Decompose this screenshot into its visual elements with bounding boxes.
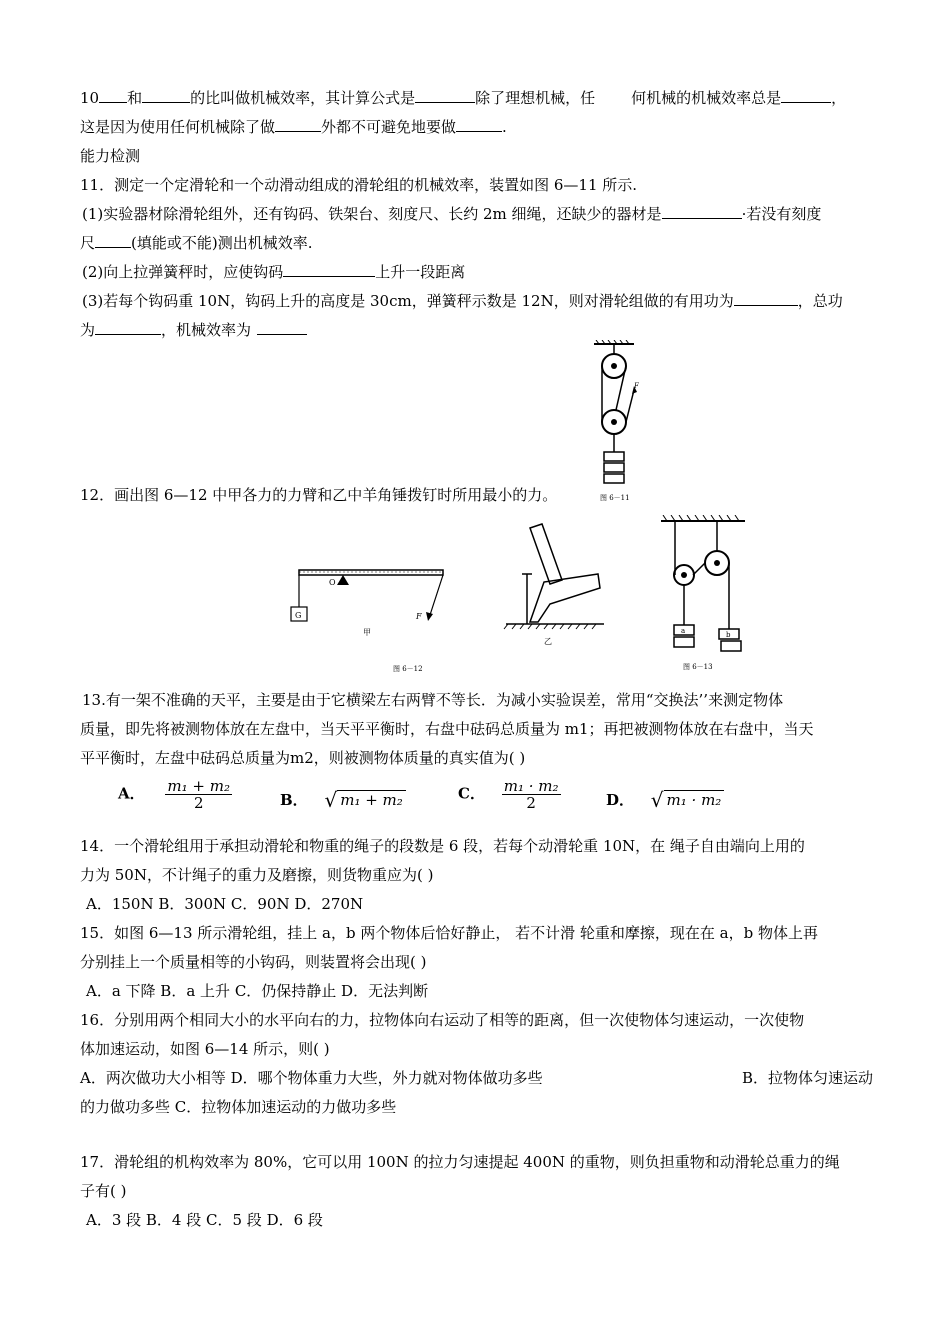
q13-line-3: 平平衡时，左盘中砝码总质量为m2，则被测物体质量的真实值为( ) (80, 749, 526, 767)
q11-text: (2)向上拉弹簧秤时，应使钩码 (82, 263, 284, 281)
q13-line-1: 13.有一架不准确的天平，主要是由于它横梁左右两臂不等长．为减小实验误差，常用“交换法’’来测定物体 (82, 691, 784, 709)
fig611-force-label: F (634, 382, 639, 390)
q11-text: ，总功 (797, 292, 843, 310)
q10-text: 的比叫做机械效率，其计算公式是 (190, 89, 416, 107)
fig612-caption: 图 6－12 (393, 665, 423, 673)
figure-6-13-pulleys (655, 515, 755, 675)
option-letter: D． (606, 791, 635, 809)
q11-sub3-line2 (80, 320, 307, 340)
q11-blank-6[interactable] (257, 320, 307, 335)
q10-text: . (502, 118, 507, 136)
q11-text: (3)若每个钩码重 10N，钩码上升的高度是 30cm，弹簧秤示数是 12N，则对滑轮组做的有用功为 (82, 292, 734, 310)
q10-blank-3[interactable] (415, 88, 475, 103)
q13-option-a[interactable] (118, 778, 232, 811)
q10-text: 何机械的机械效率总是 (631, 89, 782, 107)
q17-line-1: 17．滑轮组的机构效率为 80%，它可以用 100N 的拉力匀速提起 400N 的重物，则负担重物和动滑轮总重力的绳 (80, 1153, 840, 1171)
q14-line-1: 14．一个滑轮组用于承担动滑轮和物重的绳子的段数是 6 段，若每个动滑轮重 10N，在 绳子自由端向上用的 (80, 837, 805, 855)
q14-options[interactable]: A．150N B．300N C．90N D．270N (86, 895, 364, 913)
q15-line-2: 分别挂上一个质量相等的小钩码，则装置将会出现( ) (80, 953, 427, 971)
q10-text: 和 (127, 89, 143, 107)
fig612-weight-label: G (295, 611, 302, 620)
fig613-caption: 图 6－13 (683, 663, 713, 671)
fig613-label-b: b (726, 631, 731, 639)
q11-sub3-line1 (82, 291, 843, 311)
q16-options-line-1[interactable]: A．两次做功大小相等 D．哪个物体重力大些，外力就对物体做功多些 (80, 1069, 543, 1087)
q10-blank-5[interactable] (275, 117, 321, 132)
q11-blank-2[interactable] (95, 233, 131, 248)
q11-blank-3[interactable] (283, 262, 375, 277)
q16-options-line-2[interactable]: 的力做功多些 C．拉物体加速运动的力做功多些 (80, 1098, 397, 1116)
q10-number: 10 (80, 89, 100, 107)
q13-option-c[interactable] (458, 778, 561, 811)
q15-line-1: 15．如图 6—13 所示滑轮组，挂上 a，b 两个物体后恰好静止， 若不计滑 轮重和摩擦，现在在 a，b 物体上再 (80, 924, 818, 942)
q16-line-2: 体加速运动，如图 6—14 所示，则( ) (80, 1040, 330, 1058)
q10-text: 除了理想机械，任 (475, 89, 596, 107)
q10-blank-2[interactable] (142, 88, 190, 103)
q11-sub1-line2 (80, 233, 313, 253)
q10-text: ， (831, 89, 847, 107)
sqrt-expression: m₁ · m₂ (664, 790, 725, 809)
q11-text: (填能或不能)测出机械效率. (131, 234, 313, 252)
sqrt-icon: √ (650, 788, 664, 812)
section-title: 能力检测 (80, 147, 141, 165)
q15-options[interactable]: A．a 下降 B．a 上升 C．仍保持静止 D．无法判断 (86, 982, 429, 1000)
q13-option-b[interactable] (280, 788, 406, 812)
q11-sub2 (82, 262, 465, 282)
q11-text: 为 (80, 321, 96, 339)
q10-line-1 (80, 88, 846, 108)
q11-text: 尺 (80, 234, 96, 252)
q11-blank-1[interactable] (662, 204, 742, 219)
denominator: 2 (526, 794, 536, 812)
figure-6-12-hammer (500, 520, 610, 650)
q16-line-1: 16．分别用两个相同大小的水平向右的力，拉物体向右运动了相等的距离，但一次使物体匀速运动，一次使物 (80, 1011, 805, 1029)
fig612-pivot-label: O (329, 578, 336, 587)
numerator: m₁ · m₂ (503, 777, 559, 795)
q11-text: 上升一段距离 (375, 263, 466, 281)
denominator: 2 (193, 794, 204, 812)
q14-line-2: 力为 50N，不计绳子的重力及磨擦，则货物重应为( ) (80, 866, 434, 884)
q11-text: ，机械效率为 (161, 321, 252, 339)
fig613-label-a: a (681, 627, 686, 635)
fig612-force-label: F (416, 612, 422, 621)
q10-blank-4[interactable] (781, 88, 831, 103)
q17-line-2: 子有( ) (80, 1182, 127, 1200)
fraction (165, 778, 232, 811)
option-letter: B． (280, 791, 308, 809)
q16-option-b[interactable]: B．拉物体匀速运动 (742, 1069, 874, 1087)
q17-options[interactable]: A．3 段 B．4 段 C．5 段 D．6 段 (86, 1211, 323, 1229)
fig611-caption: 图 6－11 (600, 494, 630, 502)
q13-option-d[interactable] (606, 788, 724, 812)
figure-6-12-lever (285, 545, 455, 675)
q11-blank-5[interactable] (95, 320, 161, 335)
numerator: m₁ + m₂ (167, 777, 230, 795)
q10-line-2 (80, 117, 507, 137)
q12-stem: 12．画出图 6—12 中甲各力的力臂和乙中羊角锤拨钉时所用最小的力。 (80, 486, 558, 504)
q10-blank-1[interactable] (99, 88, 127, 103)
option-letter: C． (458, 784, 485, 803)
fig612-label-jia: 甲 (363, 628, 371, 637)
sqrt-expression: m₁ + m₂ (337, 790, 406, 809)
q11-stem: 11．测定一个定滑轮和一个动滑动组成的滑轮组的机械效率，装置如图 6—11 所示. (80, 176, 638, 194)
q11-blank-4[interactable] (734, 291, 798, 306)
q13-line-2: 质量，即先将被测物体放在左盘中，当天平平衡时，右盘中砝码总质量为 m1；再把被测物体放在右盘中，当天 (80, 720, 814, 738)
q10-blank-6[interactable] (456, 117, 502, 132)
fraction (502, 778, 561, 811)
q10-text: 外都不可避免地要做 (321, 118, 457, 136)
figure-6-11-pulley (588, 340, 648, 505)
sqrt-icon: √ (324, 788, 338, 812)
q11-text: (1)实验器材除滑轮组外，还有钩码、铁架台、刻度尺、长约 2m 细绳，还缺少的器材是 (82, 205, 662, 223)
q11-sub1-line1 (82, 204, 821, 224)
fig612-label-yi: 乙 (544, 637, 552, 646)
q11-text: ·若没有刻度 (741, 205, 822, 223)
option-letter: A． (118, 784, 145, 803)
q10-text: 这是因为使用任何机械除了做 (80, 118, 276, 136)
